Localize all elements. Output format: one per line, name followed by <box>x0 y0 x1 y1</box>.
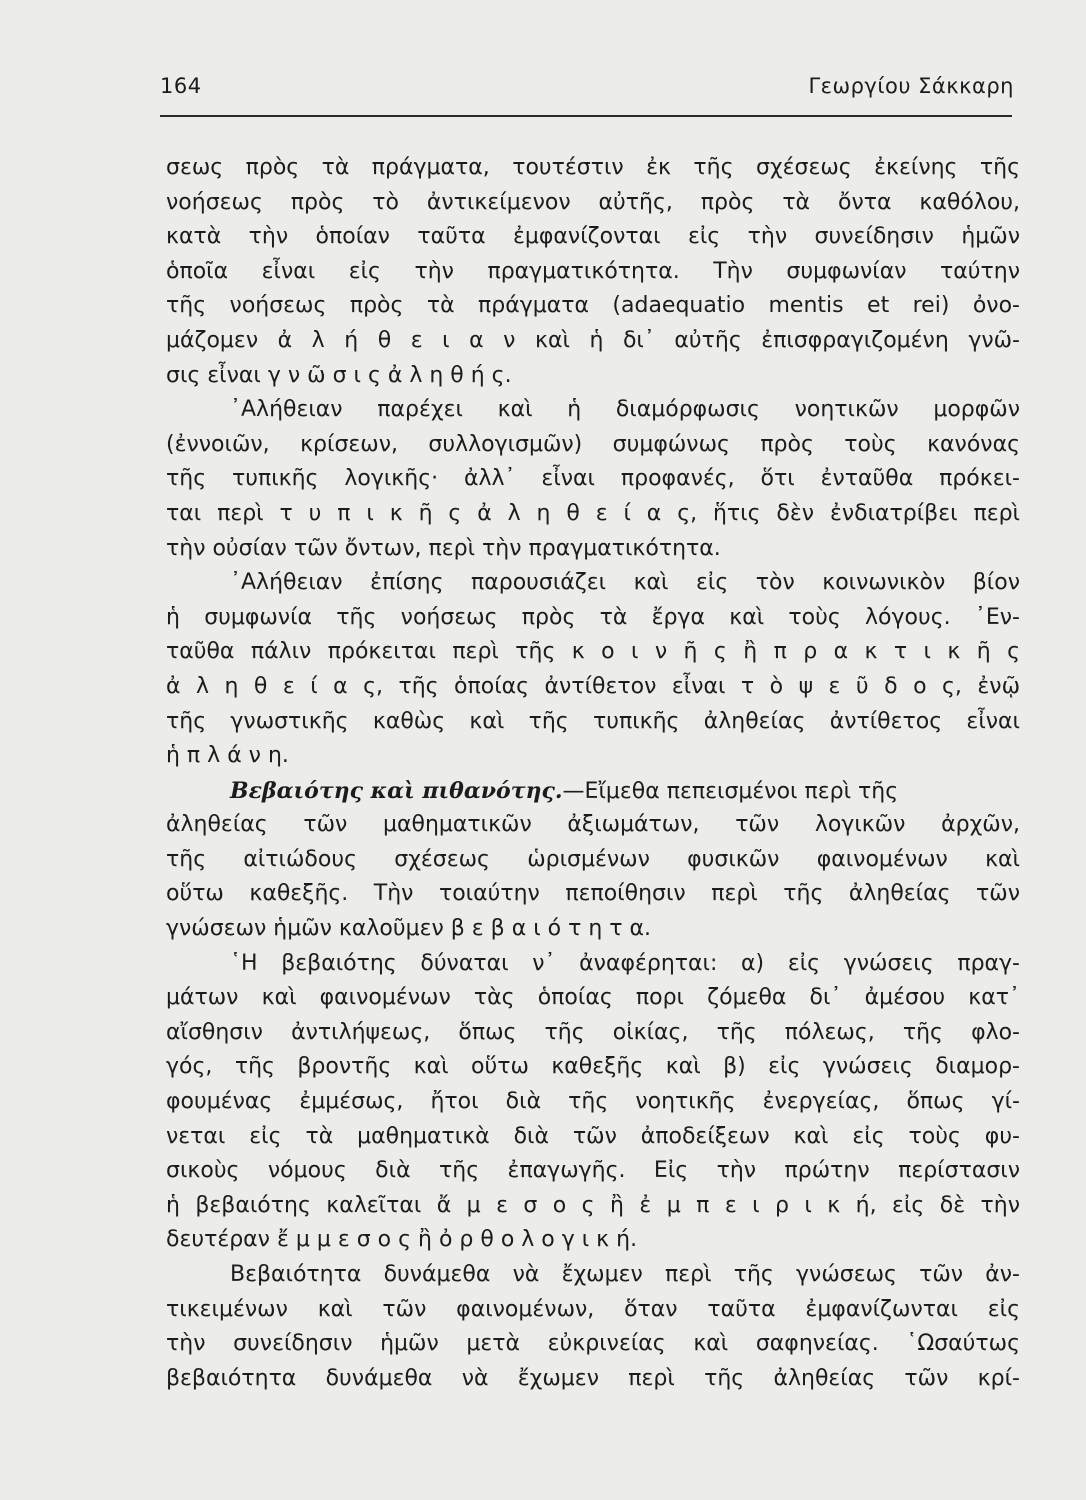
text-line: μάτων καὶ φαινομένων τὰς ὁποίας πορι ζόμεθα δι᾽ ἀμέσου κατ᾽ <box>166 985 1020 1011</box>
text-line: ᾽Αλήθειαν παρέχει καὶ ἡ διαμόρφωσις νοητικῶν μορφῶν <box>230 397 1020 423</box>
text-line: ἡ βεβαιότης καλεῖται ἄ μ ε σ ο ς ἢ ἐ μ π ε ι ρ ι κ ή, εἰς δὲ τὴν <box>166 1192 1020 1218</box>
text-line: αἴσθησιν ἀντιλήψεως, ὅπως τῆς οἰκίας, τῆς πόλεως, τῆς φλο- <box>166 1019 1020 1045</box>
text-line: νοήσεως πρὸς τὸ ἀντικείμενον αὐτῆς, πρὸς τὰ ὄντα καθόλου, <box>166 189 1020 215</box>
text-line: βεβαιότητα δυνάμεθα νὰ ἔχωμεν περὶ τῆς ἀληθείας τῶν κρί- <box>166 1365 1020 1391</box>
text-line: ἡ π λ ά ν η. <box>166 743 289 769</box>
text-line: ῾Η βεβαιότης δύναται ν᾽ ἀναφέρηται: α) εἰς γνώσεις πραγ- <box>230 950 1020 976</box>
section-heading: Βεβαιότης καὶ πιθανότης. <box>230 777 563 804</box>
text-line: ταῦθα πάλιν πρόκειται περὶ τῆς κ ο ι ν ῆ ς ἢ π ρ α κ τ ι κ ῆ ς <box>166 639 1020 665</box>
running-head <box>160 74 1018 106</box>
text-line: ᾽Αλήθειαν ἐπίσης παρουσιάζει καὶ εἰς τὸν κοινωνικὸν βίον <box>230 570 1020 596</box>
text-line: γός, τῆς βροντῆς καὶ οὕτω καθεξῆς καὶ β) εἰς γνώσεις διαμορ- <box>166 1054 1020 1080</box>
text-line: τικειμένων καὶ τῶν φαινομένων, ὅταν ταῦτα ἐμφανίζωνται εἰς <box>166 1296 1020 1322</box>
section-heading-line <box>166 774 1020 809</box>
text-line: σικοὺς νόμους διὰ τῆς ἐπαγωγῆς. Εἰς τὴν πρώτην περίστασιν <box>166 1158 1020 1184</box>
text-line: τῆς γνωστικῆς καθὼς καὶ τῆς τυπικῆς ἀληθείας ἀντίθετος εἶναι <box>166 708 1020 734</box>
text-line: ὁποῖα εἶναι εἰς τὴν πραγματικότητα. Τὴν συμφωνίαν ταύτην <box>166 258 1020 284</box>
text-line: τὴν οὐσίαν τῶν ὄντων, περὶ τὴν πραγματικότητα. <box>166 535 721 561</box>
text-line: ἀ λ η θ ε ί α ς, τῆς ὁποίας ἀντίθετον εἶναι τ ὸ ψ ε ῦ δ ο ς, ἐνῷ <box>166 673 1020 699</box>
text-line: ἡ συμφωνία τῆς νοήσεως πρὸς τὰ ἔργα καὶ τοὺς λόγους. ᾽Εν- <box>166 604 1020 630</box>
text-line: τῆς τυπικῆς λογικῆς· ἀλλ᾽ εἶναι προφανές, ὅτι ἐνταῦθα πρόκει- <box>166 466 1020 492</box>
text-line: κατὰ τὴν ὁποίαν ταῦτα ἐμφανίζονται εἰς τὴν συνείδησιν ἡμῶν <box>166 224 1020 250</box>
text-line: τῆς αἰτιώδους σχέσεως ὡρισμένων φυσικῶν φαινομένων καὶ <box>166 846 1020 872</box>
text-line: νεται εἰς τὰ μαθηματικὰ διὰ τῶν ἀποδείξεων καὶ εἰς τοὺς φυ- <box>166 1123 1020 1149</box>
text-line: δευτέραν ἔ μ μ ε σ ο ς ἢ ὀ ρ θ ο λ ο γ ι κ ή. <box>166 1227 638 1253</box>
text-line: (ἐννοιῶν, κρίσεων, συλλογισμῶν) συμφώνως πρὸς τοὺς κανόνας <box>166 431 1020 457</box>
running-title: Γεωργίου Σάκκαρη <box>808 74 1014 98</box>
text-line: Βεβαιότητα δυνάμεθα νὰ ἔχωμεν περὶ τῆς γνώσεως τῶν ἀν- <box>230 1262 1020 1287</box>
text-line: —Εἴμεθα πεπεισμένοι περὶ τῆς <box>562 778 899 804</box>
text-line: μάζομεν ἀ λ ή θ ε ι α ν καὶ ἡ δι᾽ αὐτῆς ἐπισφραγιζομένη γνῶ- <box>166 327 1020 353</box>
header-rule <box>160 115 1012 117</box>
text-line: τῆς νοήσεως πρὸς τὰ πράγματα (adaequatio mentis et rei) ὀνο- <box>166 293 1020 319</box>
text-line: ἀληθείας τῶν μαθηματικῶν ἀξιωμάτων, τῶν λογικῶν ἀρχῶν, <box>166 812 1020 838</box>
text-line: τὴν συνείδησιν ἡμῶν μετὰ εὐκρινείας καὶ σαφηνείας. ῾Ωσαύτως <box>166 1331 1020 1357</box>
page-number: 164 <box>160 74 202 98</box>
text-line: φουμένας ἐμμέσως, ἤτοι διὰ τῆς νοητικῆς ἐνεργείας, ὅπως γί- <box>166 1089 1020 1115</box>
text-line: σεως πρὸς τὰ πράγματα, τουτέστιν ἐκ τῆς σχέσεως ἐκείνης τῆς <box>166 155 1020 180</box>
text-line: οὕτω καθεξῆς. Τὴν τοιαύτην πεποίθησιν περὶ τῆς ἀληθείας τῶν <box>166 881 1020 907</box>
text-line: γνώσεων ἡμῶν καλοῦμεν β ε β α ι ό τ η τ α. <box>166 916 652 942</box>
body-text <box>166 151 1020 1396</box>
text-line: σις εἶναι γ ν ῶ σ ι ς ἀ λ η θ ή ς. <box>166 362 512 388</box>
text-line: ται περὶ τ υ π ι κ ῆ ς ἀ λ η θ ε ί α ς, ἥτις δὲν ἐνδιατρίβει περὶ <box>166 500 1020 526</box>
